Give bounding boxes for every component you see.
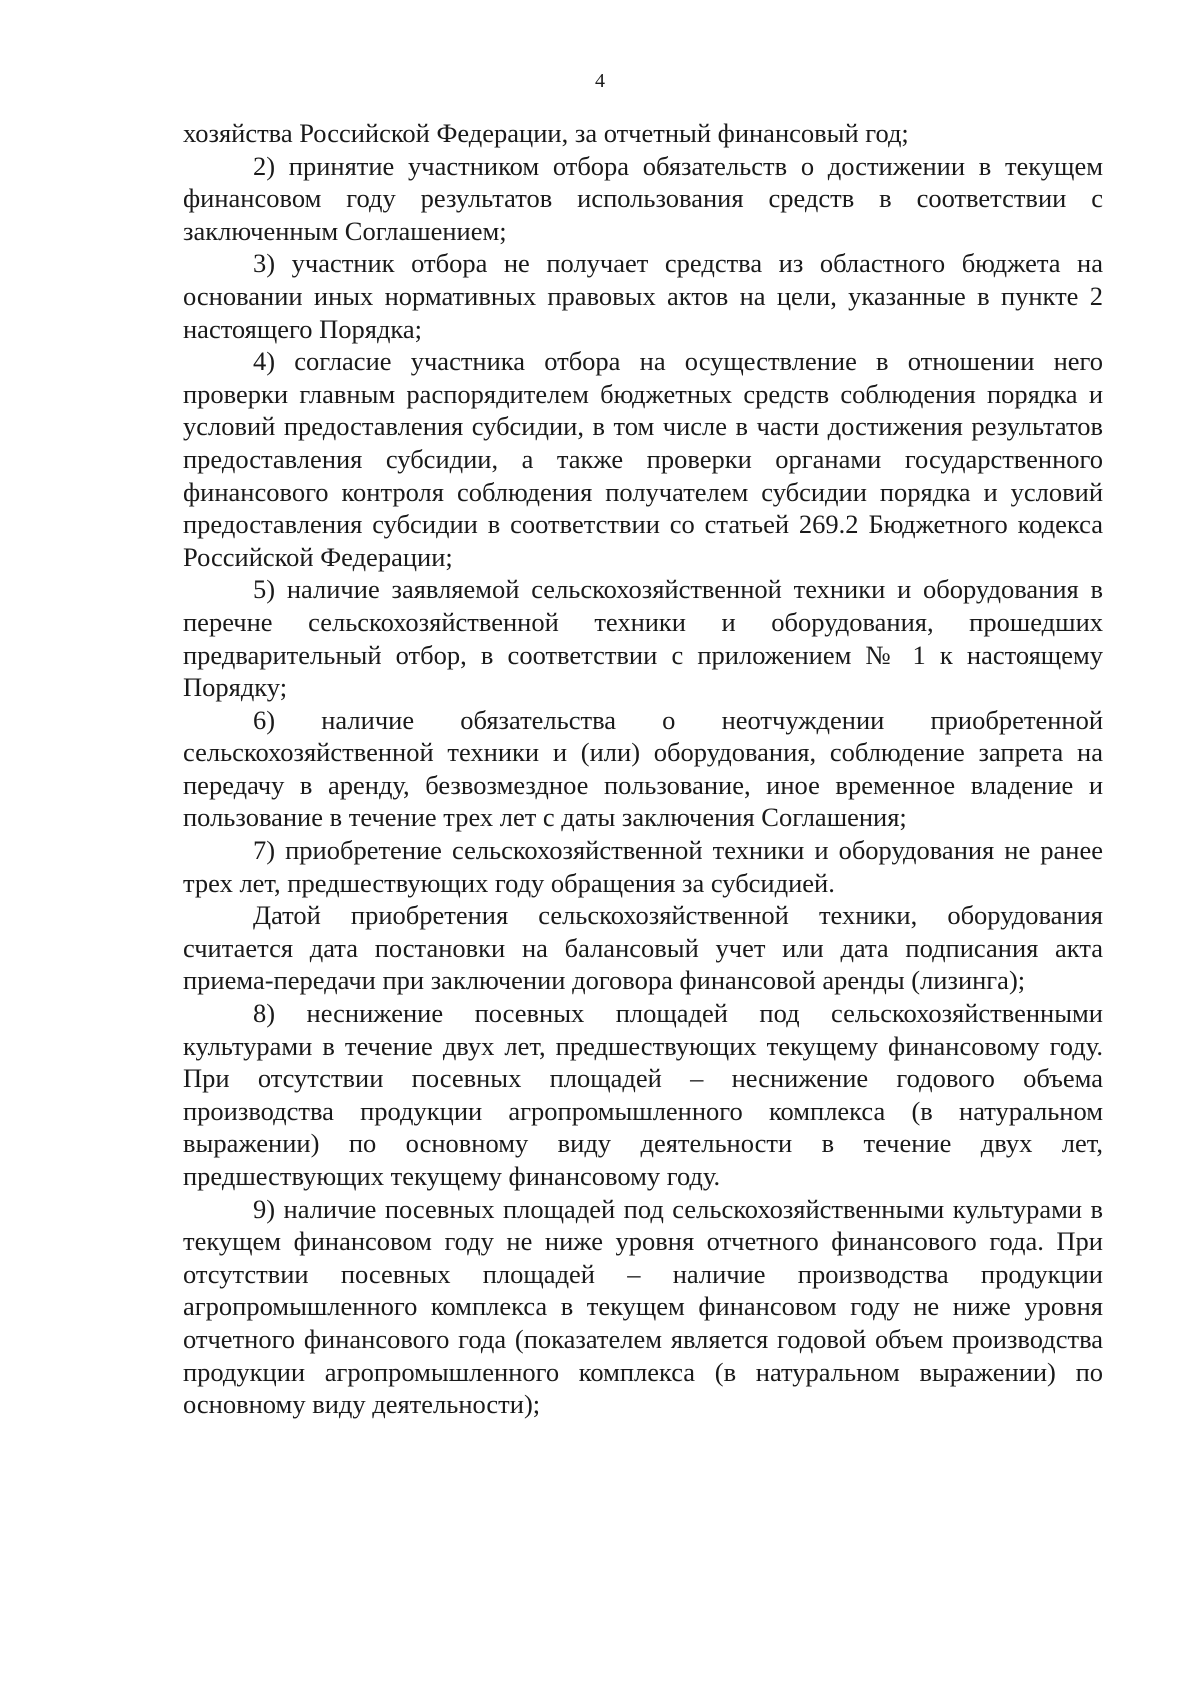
paragraph-item-7: 7) приобретение сельскохозяйственной техники и оборудования не ранее трех лет, предшествующих году обращения за субсидией. [183, 835, 1103, 898]
paragraph-item-2: 2) принятие участником отбора обязательств о достижении в текущем финансовом году результатов использования средств в соответствии с заключенным Соглашением; [183, 150, 1103, 246]
page-number: 4 [595, 70, 605, 92]
paragraph-item-4: 4) согласие участника отбора на осуществление в отношении него проверки главным распорядителем бюджетных средств соблюдения порядка и условий предоставления субсидии, в том числе в части достижения результатов предоставления субсидии, а также проверки органами государственного финансового контроля соблюдения получателем субсидии порядка и условий предоставления субсидии в соответствии со статьей 269.2 Бюджетного кодекса Российской Федерации; [183, 346, 1103, 572]
paragraph-item-5: 5) наличие заявляемой сельскохозяйственной техники и оборудования в перечне сельскохозяйственной техники и оборудования, прошедших предварительный отбор, в соответствии с приложением № 1 к настоящему Порядку; [183, 574, 1103, 703]
paragraph-item-8: 8) неснижение посевных площадей под сельскохозяйственными культурами в течение двух лет, предшествующих текущему финансовому году. При отсутствии посевных площадей – неснижение годового объема производства продукции агропромышленного комплекса (в натуральном выражении) по основному виду деятельности в течение двух лет, предшествующих текущему финансовому году. [183, 998, 1103, 1191]
paragraph-continuation: хозяйства Российской Федерации, за отчетный финансовый год; [183, 118, 909, 148]
paragraph-acquisition-date: Датой приобретения сельскохозяйственной техники, оборудования считается дата постановки на балансовый учет или дата подписания акта приема-передачи при заключении договора финансовой аренды (лизинга); [183, 900, 1103, 996]
paragraph-item-9: 9) наличие посевных площадей под сельскохозяйственными культурами в текущем финансовом году не ниже уровня отчетного финансового года. При отсутствии посевных площадей – наличие производства продукции агропромышленного комплекса в текущем финансовом году не ниже уровня отчетного финансового года (показателем является годовой объем производства продукции агропромышленного комплекса (в натуральном выражении) по основному виду деятельности); [183, 1193, 1103, 1420]
document-body [183, 117, 1103, 1421]
paragraph-item-6: 6) наличие обязательства о неотчуждении приобретенной сельскохозяйственной техники и (или) оборудования, соблюдение запрета на передачу в аренду, безвозмездное пользование, иное временное владение и пользование в течение трех лет с даты заключения Соглашения; [183, 704, 1103, 833]
paragraph-item-3: 3) участник отбора не получает средства из областного бюджета на основании иных нормативных правовых актов на цели, указанные в пункте 2 настоящего Порядка; [183, 248, 1103, 344]
